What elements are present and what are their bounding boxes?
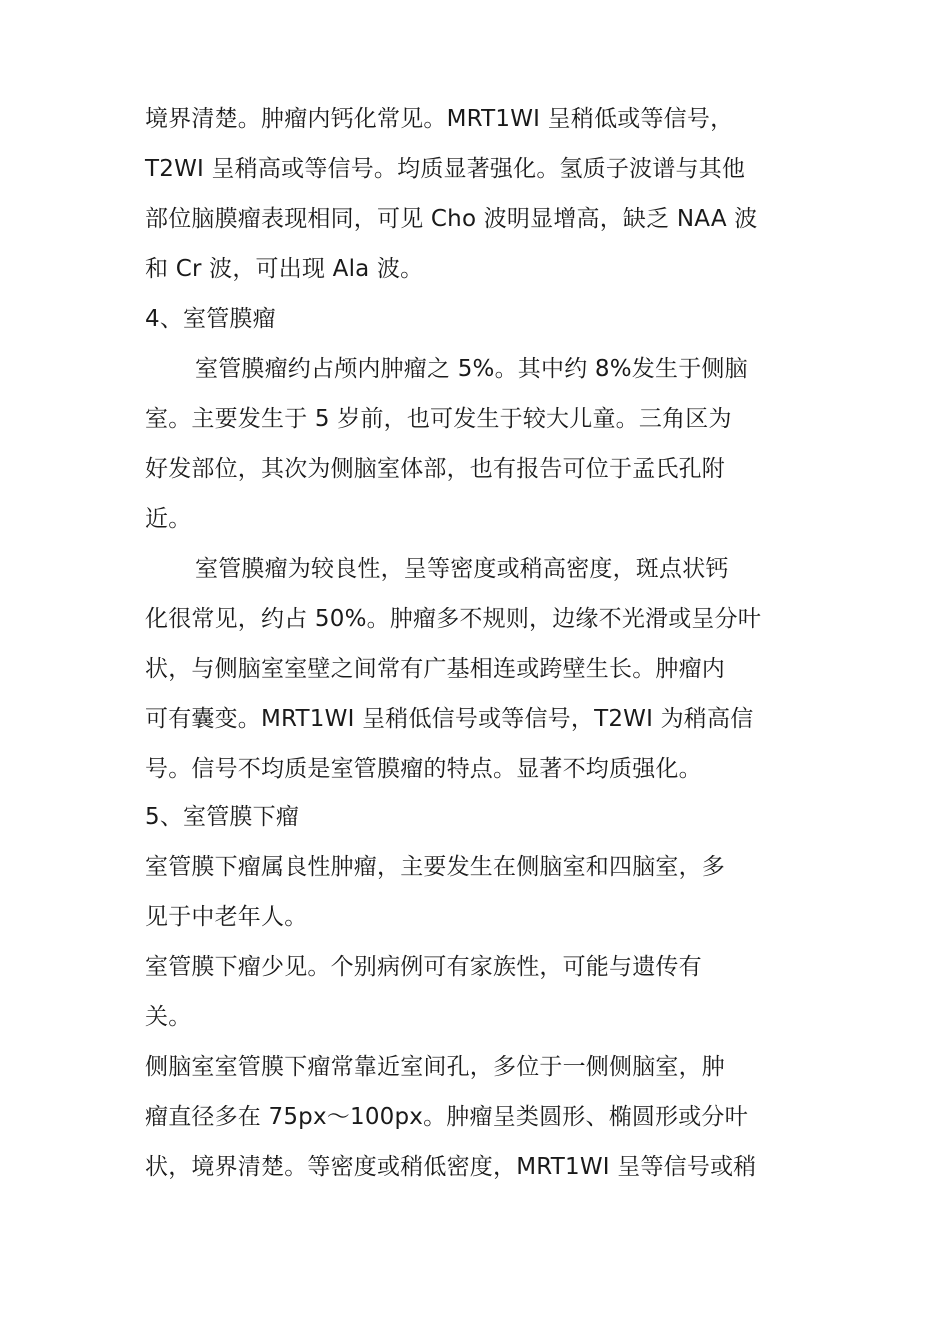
text-line: 号。信号不均质是室管膜瘤的特点。显著不均质强化。	[145, 756, 702, 782]
text-line: 近。	[145, 506, 192, 532]
text-line: 见于中老年人。	[145, 904, 308, 930]
text-line: 可有囊变。MRT1WI 呈稍低信号或等信号，T2WI 为稍高信	[145, 706, 754, 732]
text-line: 室。主要发生于 5 岁前，也可发生于较大儿童。三角区为	[145, 406, 732, 432]
text-line: 部位脑膜瘤表现相同，可见 Cho 波明显增高，缺乏 NAA 波	[145, 206, 758, 232]
text-line: 室管膜下瘤属良性肿瘤，主要发生在侧脑室和四脑室，多	[145, 854, 725, 880]
text-line: 状，与侧脑室室壁之间常有广基相连或跨壁生长。肿瘤内	[145, 656, 725, 682]
text-line: 状，境界清楚。等密度或稍低密度，MRT1WI 呈等信号或稍	[145, 1154, 757, 1180]
text-line: 境界清楚。肿瘤内钙化常见。MRT1WI 呈稍低或等信号，	[145, 106, 734, 132]
text-line: 和 Cr 波，可出现 Ala 波。	[145, 256, 424, 282]
text-line: 关。	[145, 1004, 192, 1030]
text-line: 侧脑室室管膜下瘤常靠近室间孔，多位于一侧侧脑室，肿	[145, 1054, 725, 1080]
section-heading: 4、室管膜瘤	[145, 306, 276, 332]
text-line: 室管膜下瘤少见。个别病例可有家族性，可能与遗传有	[145, 954, 702, 980]
text-line: 化很常见，约占 50%。肿瘤多不规则，边缘不光滑或呈分叶	[145, 606, 762, 632]
text-line: 好发部位，其次为侧脑室体部，也有报告可位于孟氏孔附	[145, 456, 725, 482]
text-line: T2WI 呈稍高或等信号。均质显著强化。氢质子波谱与其他	[145, 156, 746, 182]
paragraph-first-line: 室管膜瘤为较良性，呈等密度或稍高密度，斑点状钙	[195, 556, 729, 582]
section-heading: 5、室管膜下瘤	[145, 804, 300, 830]
paragraph-first-line: 室管膜瘤约占颅内肿瘤之 5%。其中约 8%发生于侧脑	[195, 356, 748, 382]
text-line: 瘤直径多在 75px～100px。肿瘤呈类圆形、椭圆形或分叶	[145, 1104, 748, 1130]
